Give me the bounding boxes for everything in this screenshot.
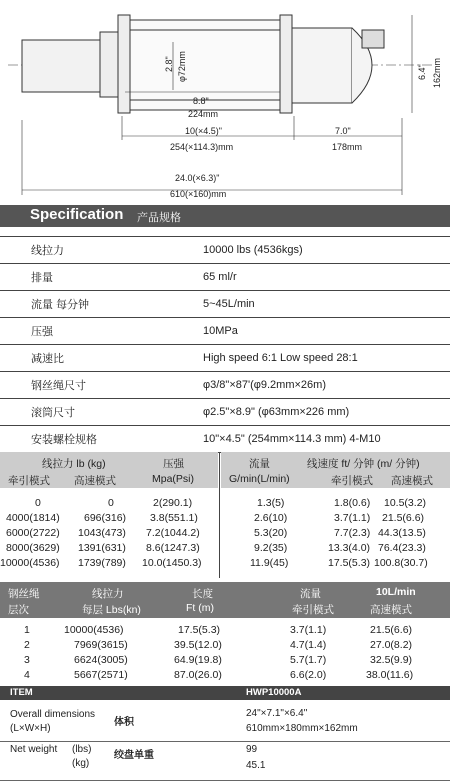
layer-high-cell: 32.5(9.9)	[370, 654, 413, 666]
layer-pull-cell: 7969(3615)	[74, 639, 128, 651]
spec-row	[0, 318, 450, 345]
spec-row	[0, 291, 450, 318]
spec-title: Specification	[30, 206, 124, 223]
spec-value: 10"×4.5" (254mm×114.3 mm) 4-M10	[203, 426, 450, 453]
pull-cell: 6000(2722)	[6, 527, 60, 539]
high-speed-cell: 76.4(23.3)	[378, 542, 426, 554]
overall-dimensions-row	[0, 703, 450, 742]
layer-high-cell: 38.0(11.6)	[366, 669, 414, 681]
spec-label: 钢丝绳尺寸	[0, 372, 203, 399]
pressure-cell: 8.6(1247.3)	[146, 542, 200, 554]
weight-kg-value: 45.1	[246, 760, 266, 771]
spec-label: 滚筒尺寸	[0, 399, 203, 426]
item-label: ITEM	[10, 687, 33, 698]
layer-pull-header: 线拉力	[92, 588, 124, 600]
layer-header: 层次	[8, 604, 29, 616]
length-unit-header: Ft (m)	[186, 602, 214, 614]
weight-unit-lbs: (lbs)	[72, 744, 92, 755]
length-header: 长度	[192, 588, 213, 600]
layer-cell: 4	[24, 669, 30, 681]
winch-outline	[8, 15, 435, 113]
pressure-header: 压强	[163, 458, 184, 470]
weight-label: Net weight	[10, 744, 58, 755]
spec-value: φ3/8"×87'(φ9.2mm×26m)	[203, 372, 450, 399]
layer-cell: 3	[24, 654, 30, 666]
dimensions-cn-label: 体积	[114, 717, 134, 728]
high-pull-cell: 1391(631)	[78, 542, 126, 554]
spec-row	[0, 372, 450, 399]
spec-value: 65 ml/r	[203, 264, 450, 291]
layer-pull-cell: 10000(4536)	[64, 624, 124, 636]
dia-mm-label: φ72mm	[177, 51, 187, 82]
low-mode-header: 牵引模式	[8, 475, 50, 487]
spec-row	[0, 345, 450, 372]
flow-cell: 11.9(45)	[250, 557, 289, 569]
weight-unit-kg: (kg)	[72, 758, 90, 769]
spec-label: 安装螺栓规格	[0, 426, 203, 453]
spec-label: 减速比	[0, 345, 203, 372]
spec-row	[0, 237, 450, 264]
bolt-in-label: 10(×4.5)"	[185, 126, 222, 136]
spec-row	[0, 264, 450, 291]
flow-header: 流量	[249, 458, 270, 470]
flow-cell: 2.6(10)	[254, 512, 288, 524]
pressure-cell: 7.2(1044.2)	[146, 527, 200, 539]
spec-label: 流量 每分钟	[0, 291, 203, 318]
performance-header-right	[221, 452, 450, 488]
table-row	[0, 639, 450, 653]
weight-cn-label: 绞盘单重	[114, 750, 154, 761]
high-speed-cell: 21.5(6.6)	[382, 512, 425, 524]
table-row	[0, 669, 450, 683]
dimensions-mm-value: 610mm×180mm×162mm	[246, 723, 358, 734]
table-row	[0, 654, 450, 668]
dimensions-inch-value: 24"×7.1"×6.4"	[246, 708, 308, 719]
table-row	[0, 624, 450, 638]
high-speed-cell: 100.8(30.7)	[374, 557, 428, 569]
high-mode-header: 高速模式	[74, 475, 116, 487]
performance-header-left	[0, 452, 218, 488]
layer-low-cell: 6.6(2.0)	[290, 669, 327, 681]
rope-layer-table	[0, 582, 450, 682]
length-cell: 17.5(5.3)	[178, 624, 221, 636]
pressure-cell: 10.0(1450.3)	[142, 557, 202, 569]
winch-drawing	[0, 0, 450, 200]
spec-value: φ2.5"×8.9" (φ63mm×226 mm)	[203, 399, 450, 426]
height-in-label: 6.4"	[417, 64, 427, 80]
high-pull-cell: 1739(789)	[78, 557, 126, 569]
layer-high-cell: 21.5(6.6)	[370, 624, 413, 636]
layer-cell: 2	[24, 639, 30, 651]
model-label: HWP10000A	[246, 687, 302, 698]
high-pull-cell: 696(316)	[84, 512, 127, 524]
dimensions-label: Overall dimensions	[10, 709, 96, 720]
height-mm-label: 162mm	[432, 57, 442, 88]
layer-high-cell: 27.0(8.2)	[370, 639, 413, 651]
spec-row	[0, 399, 450, 426]
pressure-cell: 2(290.1)	[153, 497, 193, 509]
pressure-cell: 3.8(551.1)	[150, 512, 198, 524]
low-speed-cell: 13.3(4.0)	[328, 542, 371, 554]
high-pull-cell: 1043(473)	[78, 527, 126, 539]
spec-value: 10MPa	[203, 318, 450, 345]
layer-low-cell: 3.7(1.1)	[290, 624, 327, 636]
side-in-label: 7.0"	[335, 126, 351, 136]
pull-cell: 4000(1814)	[6, 512, 60, 524]
high-speed-cell: 44.3(13.5)	[378, 527, 426, 539]
flow-cell: 5.3(20)	[254, 527, 288, 539]
net-weight-row	[0, 742, 450, 781]
layer-high-header: 高速模式	[370, 604, 412, 616]
dimensions-unit: (L×W×H)	[10, 723, 51, 734]
pull-cell: 10000(4536)	[0, 557, 60, 569]
line-speed-header: 线速度 ft/ 分钟 (m/ 分钟)	[307, 458, 420, 470]
layer-low-cell: 4.7(1.4)	[290, 639, 327, 651]
spec-table	[0, 236, 450, 453]
side-mm-label: 178mm	[332, 142, 363, 152]
pull-header: 线拉力 lb (kg)	[42, 458, 106, 470]
high-speed-cell: 10.5(3.2)	[384, 497, 427, 509]
layer-low-cell: 5.7(1.7)	[290, 654, 327, 666]
low-speed-cell: 3.7(1.1)	[334, 512, 371, 524]
flow-rate-header: 10L/min	[376, 586, 416, 598]
low-speed-cell: 1.8(0.6)	[334, 497, 371, 509]
table-row	[0, 512, 450, 526]
spec-label: 排量	[0, 264, 203, 291]
drum-len-in-label: 8.8"	[193, 96, 209, 106]
layer-flow-header: 流量	[300, 588, 321, 600]
table-row	[0, 527, 450, 541]
high-mode-header-2: 高速模式	[391, 475, 433, 487]
rope-header: 钢丝绳	[8, 588, 40, 600]
spec-value: High speed 6:1 Low speed 28:1	[203, 345, 450, 372]
length-cell: 39.5(12.0)	[174, 639, 222, 651]
spec-label: 压强	[0, 318, 203, 345]
mpa-header: Mpa(Psi)	[152, 473, 195, 485]
bolt-mm-label: 254(×114.3)mm	[170, 142, 234, 152]
specification-header	[0, 205, 450, 227]
spec-label: 线拉力	[0, 237, 203, 264]
item-header	[0, 686, 450, 700]
spec-value: 10000 lbs (4536kgs)	[203, 237, 450, 264]
drum-len-mm-label: 224mm	[188, 109, 219, 119]
table-row	[0, 557, 450, 571]
pull-cell: 8000(3629)	[6, 542, 60, 554]
performance-table	[0, 452, 450, 578]
high-pull-cell: 0	[108, 497, 114, 509]
table-row	[0, 497, 450, 511]
layer-pull-unit-header: 每层 Lbs(kn)	[82, 604, 141, 616]
pull-cell: 0	[35, 497, 41, 509]
flow-cell: 1.3(5)	[257, 497, 285, 509]
dia-in-label: 2.8"	[164, 56, 174, 72]
weight-lbs-value: 99	[246, 744, 258, 755]
gmin-header: G/min(L/min)	[229, 473, 290, 485]
low-speed-cell: 7.7(2.3)	[334, 527, 371, 539]
table-row	[0, 542, 450, 556]
spec-value: 5~45L/min	[203, 291, 450, 318]
spec-row	[0, 426, 450, 453]
total-mm-label: 610(×160)mm	[170, 189, 227, 199]
layer-low-header: 牵引模式	[292, 604, 334, 616]
layer-pull-cell: 5667(2571)	[74, 669, 128, 681]
flow-cell: 9.2(35)	[254, 542, 288, 554]
length-cell: 87.0(26.0)	[174, 669, 222, 681]
total-in-label: 24.0(×6.3)"	[175, 173, 220, 183]
layer-cell: 1	[24, 624, 30, 636]
low-speed-cell: 17.5(5.3)	[328, 557, 371, 569]
spec-subtitle: 产品规格	[137, 212, 181, 224]
layer-pull-cell: 6624(3005)	[74, 654, 128, 666]
layer-table-header	[0, 582, 450, 618]
low-mode-header-2: 牵引模式	[331, 475, 373, 487]
length-cell: 64.9(19.8)	[174, 654, 222, 666]
